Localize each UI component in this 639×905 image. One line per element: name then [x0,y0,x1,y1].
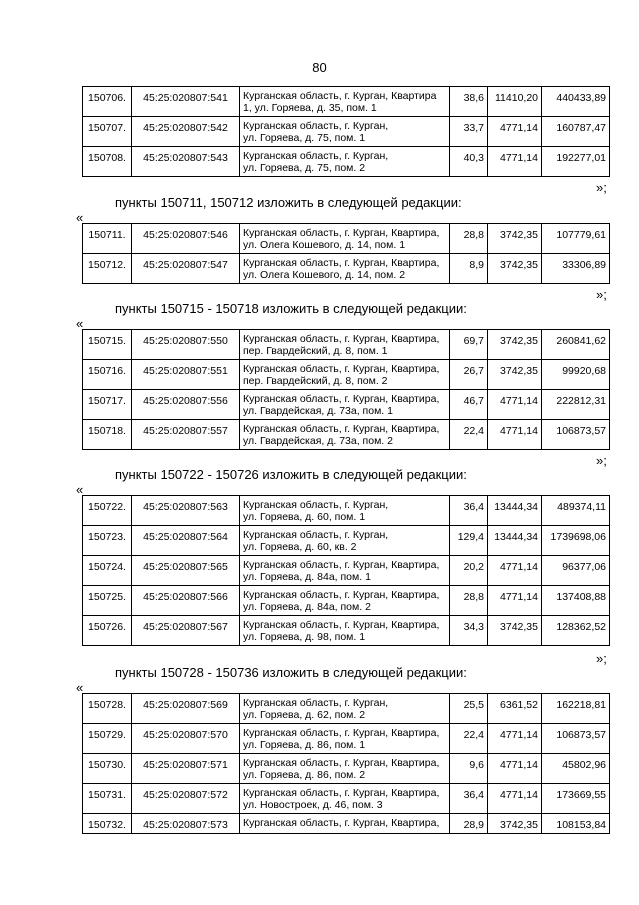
area: 46,7 [450,390,488,420]
cadastral-number: 45:25:020807:551 [132,360,240,390]
property-table [82,495,610,646]
unit-price: 3742,35 [488,360,542,390]
unit-price: 13444,34 [488,496,542,526]
area: 25,5 [450,694,488,724]
table-row [83,360,610,390]
closing-quote: »; [596,651,607,666]
total-value: 128362,52 [542,616,610,646]
item-number: 150729. [83,724,132,754]
cadastral-number: 45:25:020807:567 [132,616,240,646]
table-row [83,784,610,814]
table-row [83,814,610,834]
unit-price: 4771,14 [488,784,542,814]
cadastral-number: 45:25:020807:573 [132,814,240,834]
area: 34,3 [450,616,488,646]
closing-quote: »; [596,180,607,195]
table-row [83,496,610,526]
address: Курганская область, г. Курган, ул. Горяева, д. 75, пом. 1 [240,117,450,147]
item-number: 150731. [83,784,132,814]
opening-quote: « [76,680,84,695]
address: Курганская область, г. Курган, Квартира, пер. Гвардейский, д. 8, пом. 1 [240,330,450,360]
cadastral-number: 45:25:020807:557 [132,420,240,450]
unit-price: 11410,20 [488,87,542,117]
cadastral-number: 45:25:020807:546 [132,224,240,254]
unit-price: 4771,14 [488,724,542,754]
opening-quote: « [76,316,84,331]
total-value: 45802,96 [542,754,610,784]
unit-price: 13444,34 [488,526,542,556]
total-value: 137408,88 [542,586,610,616]
area: 28,8 [450,224,488,254]
property-table [82,223,610,284]
address: Курганская область, г. Курган, Квартира, [240,814,450,834]
address: Курганская область, г. Курган, ул. Горяева, д. 62, пом. 2 [240,694,450,724]
unit-price: 4771,14 [488,754,542,784]
total-value: 440433,89 [542,87,610,117]
unit-price: 4771,14 [488,556,542,586]
item-number: 150724. [83,556,132,586]
total-value: 162218,81 [542,694,610,724]
unit-price: 4771,14 [488,586,542,616]
item-number: 150717. [83,390,132,420]
table-row [83,420,610,450]
cadastral-number: 45:25:020807:572 [132,784,240,814]
item-number: 150707. [83,117,132,147]
item-number: 150712. [83,254,132,284]
total-value: 108153,84 [542,814,610,834]
address: Курганская область, г. Курган, Квартира, ул. Горяева, д. 84а, пом. 2 [240,586,450,616]
area: 36,4 [450,496,488,526]
unit-price: 6361,52 [488,694,542,724]
item-number: 150728. [83,694,132,724]
area: 28,9 [450,814,488,834]
item-number: 150726. [83,616,132,646]
opening-quote: « [76,210,84,225]
unit-price: 3742,35 [488,254,542,284]
item-number: 150730. [83,754,132,784]
area: 129,4 [450,526,488,556]
item-number: 150732. [83,814,132,834]
address: Курганская область, г. Курган, Квартира, ул. Гвардейская, д. 73а, пом. 2 [240,420,450,450]
section-heading: пункты 150711, 150712 изложить в следующей редакции: [115,195,462,210]
table-row [83,254,610,284]
total-value: 107779,61 [542,224,610,254]
address: Курганская область, г. Курган, Квартира, ул. Гвардейская, д. 73а, пом. 1 [240,390,450,420]
cadastral-number: 45:25:020807:563 [132,496,240,526]
address: Курганская область, г. Курган, Квартира, пер. Гвардейский, д. 8, пом. 2 [240,360,450,390]
total-value: 192277,01 [542,147,610,177]
table-row [83,117,610,147]
area: 69,7 [450,330,488,360]
address: Курганская область, г. Курган, Квартира 1, ул. Горяева, д. 35, пом. 1 [240,87,450,117]
cadastral-number: 45:25:020807:541 [132,87,240,117]
table-row [83,724,610,754]
item-number: 150723. [83,526,132,556]
total-value: 106873,57 [542,724,610,754]
item-number: 150711. [83,224,132,254]
item-number: 150708. [83,147,132,177]
unit-price: 3742,35 [488,616,542,646]
page-number: 80 [312,60,327,75]
cadastral-number: 45:25:020807:542 [132,117,240,147]
cadastral-number: 45:25:020807:543 [132,147,240,177]
item-number: 150706. [83,87,132,117]
cadastral-number: 45:25:020807:571 [132,754,240,784]
address: Курганская область, г. Курган, ул. Горяева, д. 60, кв. 2 [240,526,450,556]
area: 28,8 [450,586,488,616]
cadastral-number: 45:25:020807:565 [132,556,240,586]
table-row [83,526,610,556]
area: 22,4 [450,724,488,754]
cadastral-number: 45:25:020807:556 [132,390,240,420]
closing-quote: »; [596,287,607,302]
item-number: 150716. [83,360,132,390]
item-number: 150718. [83,420,132,450]
total-value: 96377,06 [542,556,610,586]
address: Курганская область, г. Курган, Квартира, ул. Горяева, д. 98, пом. 1 [240,616,450,646]
cadastral-number: 45:25:020807:547 [132,254,240,284]
table-row [83,224,610,254]
area: 33,7 [450,117,488,147]
cadastral-number: 45:25:020807:550 [132,330,240,360]
area: 22,4 [450,420,488,450]
total-value: 1739698,06 [542,526,610,556]
address: Курганская область, г. Курган, ул. Горяева, д. 60, пом. 1 [240,496,450,526]
table-row [83,754,610,784]
area: 40,3 [450,147,488,177]
address: Курганская область, г. Курган, Квартира, ул. Горяева, д. 86, пом. 2 [240,754,450,784]
unit-price: 4771,14 [488,147,542,177]
section-heading: пункты 150728 - 150736 изложить в следующей редакции: [115,665,467,680]
area: 38,6 [450,87,488,117]
address: Курганская область, г. Курган, Квартира, ул. Горяева, д. 86, пом. 1 [240,724,450,754]
address: Курганская область, г. Курган, Квартира, ул. Олега Кошевого, д. 14, пом. 2 [240,254,450,284]
table-row [83,556,610,586]
item-number: 150715. [83,330,132,360]
unit-price: 4771,14 [488,390,542,420]
address: Курганская область, г. Курган, Квартира, ул. Олега Кошевого, д. 14, пом. 1 [240,224,450,254]
area: 9,6 [450,754,488,784]
table-row [83,694,610,724]
property-table [82,86,610,177]
total-value: 106873,57 [542,420,610,450]
area: 20,2 [450,556,488,586]
opening-quote: « [76,482,84,497]
unit-price: 4771,14 [488,420,542,450]
total-value: 222812,31 [542,390,610,420]
cadastral-number: 45:25:020807:564 [132,526,240,556]
area: 26,7 [450,360,488,390]
area: 8,9 [450,254,488,284]
table-row [83,616,610,646]
table-row [83,87,610,117]
property-table [82,693,610,834]
total-value: 489374,11 [542,496,610,526]
closing-quote: »; [596,453,607,468]
table-row [83,586,610,616]
total-value: 260841,62 [542,330,610,360]
total-value: 99920,68 [542,360,610,390]
cadastral-number: 45:25:020807:566 [132,586,240,616]
item-number: 150722. [83,496,132,526]
property-table [82,329,610,450]
address: Курганская область, г. Курган, ул. Горяева, д. 75, пом. 2 [240,147,450,177]
cadastral-number: 45:25:020807:570 [132,724,240,754]
item-number: 150725. [83,586,132,616]
table-row [83,390,610,420]
section-heading: пункты 150715 - 150718 изложить в следующей редакции: [115,301,467,316]
unit-price: 3742,35 [488,814,542,834]
table-row [83,147,610,177]
cadastral-number: 45:25:020807:569 [132,694,240,724]
unit-price: 4771,14 [488,117,542,147]
unit-price: 3742,35 [488,224,542,254]
total-value: 173669,55 [542,784,610,814]
area: 36,4 [450,784,488,814]
table-row [83,330,610,360]
total-value: 33306,89 [542,254,610,284]
address: Курганская область, г. Курган, Квартира, ул. Новостроек, д. 46, пом. 3 [240,784,450,814]
section-heading: пункты 150722 - 150726 изложить в следующей редакции: [115,467,467,482]
unit-price: 3742,35 [488,330,542,360]
total-value: 160787,47 [542,117,610,147]
address: Курганская область, г. Курган, Квартира, ул. Горяева, д. 84а, пом. 1 [240,556,450,586]
